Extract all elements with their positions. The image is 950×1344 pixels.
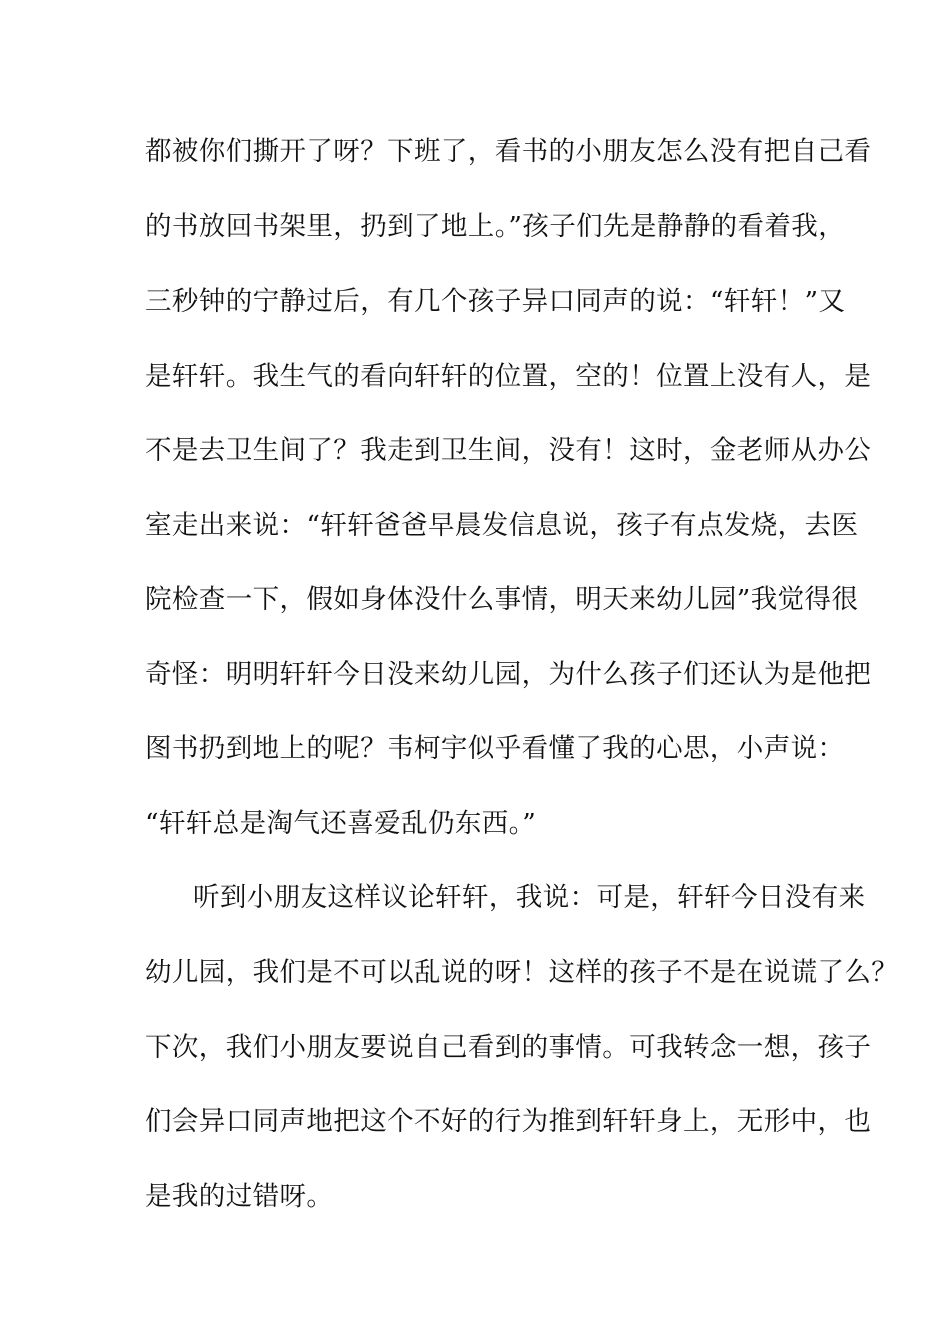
text-line: 院检查一下，假如身体没什么事情，明天来幼儿园”我觉得很 xyxy=(145,584,859,615)
text-line: 们会异口同声地把这个不好的行为推到轩轩身上，无形中，也 xyxy=(145,1106,872,1137)
text-line: 的书放回书架里，扔到了地上。”孩子们先是静静的看着我， xyxy=(145,211,846,242)
text-line: 都被你们撕开了呀？下班了，看书的小朋友怎么没有把自己看 xyxy=(145,136,872,167)
text-line: 下次，我们小朋友要说自己看到的事情。可我转念一想，孩子 xyxy=(145,1032,872,1063)
text-line: 是我的过错呀。 xyxy=(145,1181,334,1212)
text-line: 不是去卫生间了？我走到卫生间，没有！这时，金老师从办公 xyxy=(145,435,872,466)
text-line: 三秒钟的宁静过后，有几个孩子异口同声的说：“轩轩！”又 xyxy=(145,286,846,317)
text-line: 奇怪：明明轩轩今日没来幼儿园，为什么孩子们还认为是他把 xyxy=(145,659,872,690)
text-line: 图书扔到地上的呢？韦柯宇似乎看懂了我的心思，小声说： xyxy=(145,733,845,764)
text-line: 室走出来说：“轩轩爸爸早晨发信息说，孩子有点发烧，去医 xyxy=(145,510,859,541)
paragraph-first-line: 听到小朋友这样议论轩轩，我说：可是，轩轩今日没有来 xyxy=(193,882,866,913)
text-line: “轩轩总是淘气还喜爱乱仍东西。” xyxy=(145,808,537,839)
text-line: 是轩轩。我生气的看向轩轩的位置，空的！位置上没有人，是 xyxy=(145,361,872,392)
text-line: 幼儿园，我们是不可以乱说的呀！这样的孩子不是在说谎了么？ xyxy=(145,957,899,988)
